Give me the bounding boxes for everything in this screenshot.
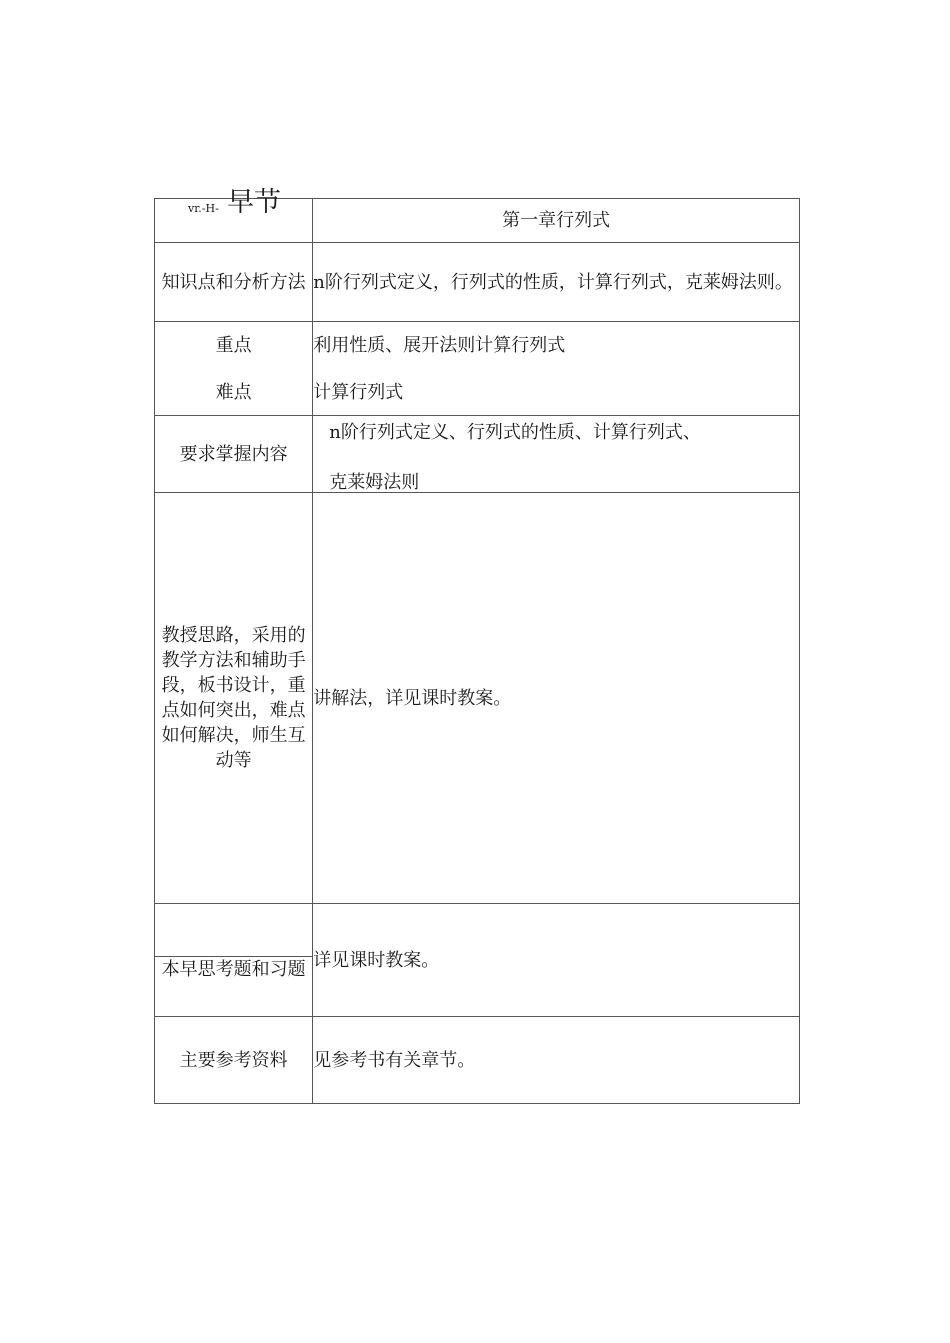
requirements-row xyxy=(155,416,800,493)
references-row xyxy=(155,1017,800,1104)
teaching-row xyxy=(155,493,800,904)
difficult-points-label: 难点 xyxy=(215,381,252,403)
knowledge-row xyxy=(155,243,800,322)
exercises-cell-divider xyxy=(155,956,312,957)
references-content: 见参考书有关章节。 xyxy=(313,1017,800,1104)
knowledge-content: n阶行列式定义，行列式的性质，计算行列式，克莱姆法则。 xyxy=(313,243,800,322)
key-points-label: 重点 xyxy=(215,334,252,356)
requirements-content-line2: 克莱姆法则 xyxy=(329,472,420,493)
chapter-title: 第一章行列式 xyxy=(313,199,800,243)
exercises-label-cell xyxy=(155,904,313,1017)
requirements-content-line1: n阶行列式定义、行列式的性质、计算行列式、 xyxy=(329,422,701,443)
exercises-label: 本早思考题和习题 xyxy=(161,959,306,980)
header-small-text: vr.-H- xyxy=(188,202,219,215)
header-label-cell xyxy=(155,187,313,243)
key-difficult-content-cell xyxy=(313,322,800,416)
knowledge-label: 知识点和分析方法 xyxy=(155,243,313,322)
key-difficult-row xyxy=(155,322,800,416)
teaching-label: 教授思路，采用的教学方法和辅助手段，板书设计，重点如何突出，难点如何解决，师生互动等 xyxy=(155,493,313,904)
difficult-points-content: 计算行列式 xyxy=(313,381,404,403)
key-difficult-label-cell xyxy=(155,322,313,416)
key-points-content: 利用性质、展开法则计算行列式 xyxy=(313,334,566,356)
requirements-label: 要求掌握内容 xyxy=(155,416,313,493)
references-label: 主要参考资料 xyxy=(155,1017,313,1104)
lesson-plan-table xyxy=(154,187,800,1104)
header-section-label: 早节 xyxy=(227,187,281,218)
exercises-row xyxy=(155,904,800,1017)
header-row xyxy=(155,199,800,243)
exercises-content: 详见课时教案。 xyxy=(313,904,800,1017)
teaching-content: 讲解法，详见课时教案。 xyxy=(313,493,800,904)
requirements-content-cell xyxy=(313,416,800,493)
